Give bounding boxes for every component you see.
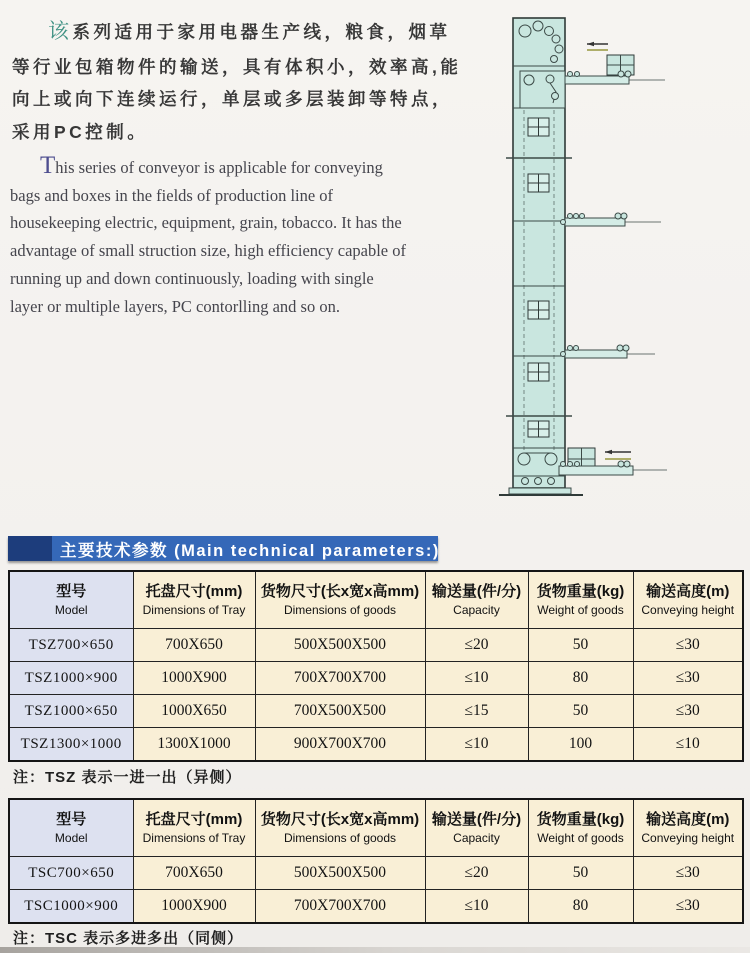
cell-model: TSC700×650 xyxy=(9,857,133,890)
header-cell-tray: 托盘尺寸(mm) Dimensions of Tray xyxy=(133,571,255,629)
page-bottom-scan-edge xyxy=(0,947,750,953)
cell: 50 xyxy=(528,695,633,728)
intro-en-lead-char: T xyxy=(40,152,56,179)
conveyor-elevation-drawing xyxy=(493,8,750,508)
section-title: 主要技术参数 (Main technical parameters:) xyxy=(60,541,440,560)
cell: 50 xyxy=(528,629,633,662)
cell: 500X500X500 xyxy=(255,857,425,890)
cell: 100 xyxy=(528,728,633,762)
table-note-tsc: 注：TSC 表示多进多出（同侧） xyxy=(13,930,244,947)
cell: ≤20 xyxy=(425,857,528,890)
header-cell-height: 输送高度(m) Conveying height xyxy=(633,571,743,629)
intro-paragraph-zh xyxy=(12,12,464,148)
cell: 1000X900 xyxy=(133,890,255,924)
intro-zh-lead-char: 该 xyxy=(48,19,73,43)
cell: 700X700X700 xyxy=(255,890,425,924)
cell: ≤30 xyxy=(633,662,743,695)
cell: 80 xyxy=(528,662,633,695)
table-row xyxy=(9,890,743,924)
intro-zh-text: 系列适用于家用电器生产线，粮食，烟草等行业包箱物件的输送，具有体积小，效率高,能向上或向下连续运行，单层或多层装卸等特点，采用PC控制。 xyxy=(12,22,462,142)
header-row xyxy=(9,799,743,857)
header-row xyxy=(9,571,743,629)
cell: 1300X1000 xyxy=(133,728,255,762)
cell: 1000X650 xyxy=(133,695,255,728)
cell-model: TSC1000×900 xyxy=(9,890,133,924)
intro-en-text: his series of conveyor is applicable for conveying bags and boxes in the fields of production line of housekeeping electric, equipment, grain, tobacco. It has the advantage of small struction size, high efficiency capable of running up and down continuously, loading with single layer or multiple layers, PC contorlling and so on. xyxy=(10,158,406,316)
cell-model: TSZ1000×650 xyxy=(9,695,133,728)
cell: 700X700X700 xyxy=(255,662,425,695)
header-cell-weight: 货物重量(kg) Weight of goods xyxy=(528,571,633,629)
cell: 900X700X700 xyxy=(255,728,425,762)
spec-table-tsc xyxy=(8,798,744,924)
cell: 700X650 xyxy=(133,629,255,662)
cell-model: TSZ1300×1000 xyxy=(9,728,133,762)
header-cell-model: 型号 Model xyxy=(9,799,133,857)
cell: ≤20 xyxy=(425,629,528,662)
cell: ≤30 xyxy=(633,890,743,924)
cell: 50 xyxy=(528,857,633,890)
spec-table-tsz xyxy=(8,570,744,762)
cell-model: TSZ1000×900 xyxy=(9,662,133,695)
header-cell-weight: 货物重量(kg) Weight of goods xyxy=(528,799,633,857)
header-cell-height: 输送高度(m) Conveying height xyxy=(633,799,743,857)
cell: 700X650 xyxy=(133,857,255,890)
table-row xyxy=(9,857,743,890)
intro-paragraph-en xyxy=(10,153,406,320)
table-row xyxy=(9,695,743,728)
cell: ≤10 xyxy=(425,662,528,695)
cell: 700X500X500 xyxy=(255,695,425,728)
section-bar-accent-block xyxy=(8,536,52,561)
cell: ≤10 xyxy=(425,890,528,924)
cell: ≤10 xyxy=(425,728,528,762)
cell: ≤10 xyxy=(633,728,743,762)
header-cell-model: 型号 Model xyxy=(9,571,133,629)
cell: ≤30 xyxy=(633,629,743,662)
table-note-tsz: 注：TSZ 表示一进一出（异侧） xyxy=(13,769,242,786)
section-header-bar xyxy=(8,536,438,561)
header-cell-capacity: 输送量(件/分) Capacity xyxy=(425,571,528,629)
table-row xyxy=(9,662,743,695)
cell: ≤15 xyxy=(425,695,528,728)
header-cell-tray: 托盘尺寸(mm) Dimensions of Tray xyxy=(133,799,255,857)
cell: 80 xyxy=(528,890,633,924)
cell: 1000X900 xyxy=(133,662,255,695)
table-row xyxy=(9,629,743,662)
cell: ≤30 xyxy=(633,695,743,728)
header-cell-goods: 货物尺寸(长x宽x高mm) Dimensions of goods xyxy=(255,571,425,629)
header-cell-goods: 货物尺寸(长x宽x高mm) Dimensions of goods xyxy=(255,799,425,857)
table-row xyxy=(9,728,743,762)
cell: 500X500X500 xyxy=(255,629,425,662)
cell: ≤30 xyxy=(633,857,743,890)
header-cell-capacity: 输送量(件/分) Capacity xyxy=(425,799,528,857)
cell-model: TSZ700×650 xyxy=(9,629,133,662)
